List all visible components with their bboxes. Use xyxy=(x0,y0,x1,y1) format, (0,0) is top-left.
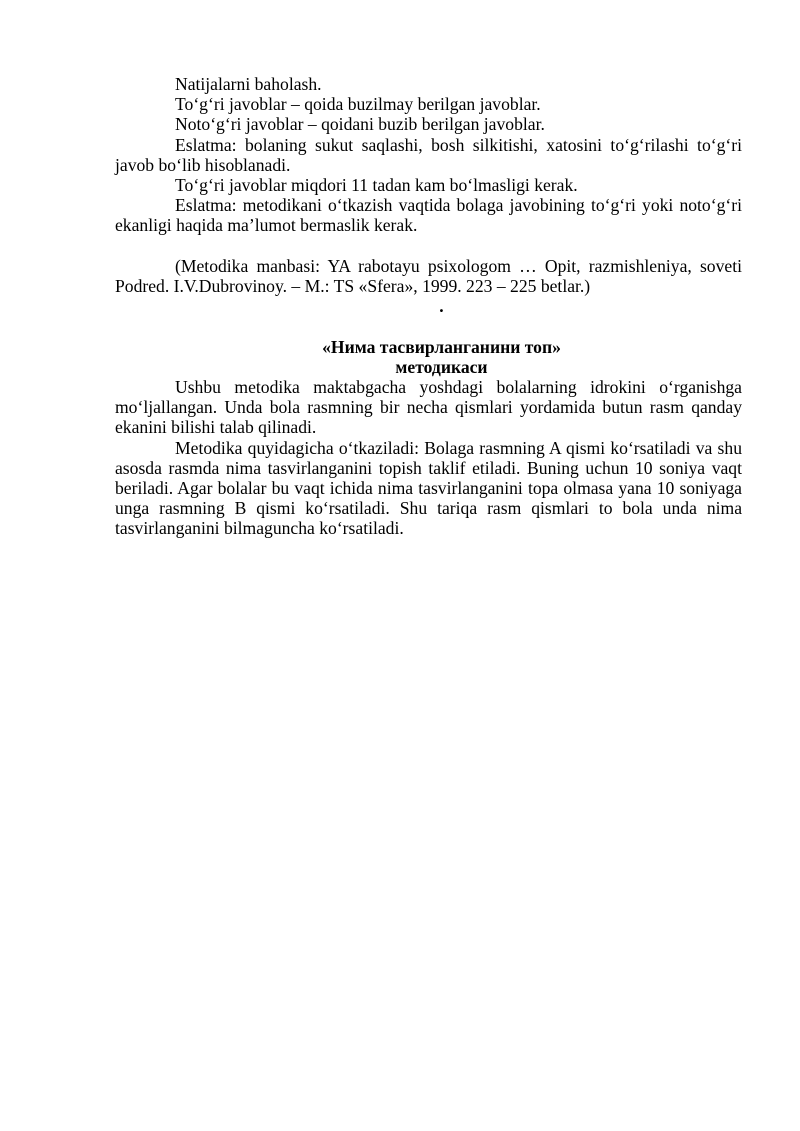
paragraph-results-heading: Natijalarni baholash. xyxy=(175,74,322,94)
paragraph-incorrect-answers: Noto‘g‘ri javoblar – qoidani buzib berilgan javoblar. xyxy=(175,114,545,135)
separator-dot: . xyxy=(439,296,444,317)
paragraph-method-procedure: Metodika quyidagicha o‘tkaziladi: Bolaga rasmning A qismi ko‘rsatiladi va shu asosda rasmda nima tasvirlanganini topish taklif etiladi. Buning uchun 10 soniya vaqt beriladi. Agar bolalar bu vaqt ichida nima tasvirlanganini topa olmasa yana 10 soniyaga unga rasmning B qismi ko‘rsatiladi. Shu tariqa rasm qismlari to bola unda nima tasvirlanganini bilmaguncha ko‘rsatiladi. xyxy=(115,437,742,539)
blank-line xyxy=(115,316,742,336)
method-title: «Нима тасвирланганини топ» xyxy=(322,336,561,357)
paragraph-note-feedback: Eslatma: metodikani o‘tkazish vaqtida bolaga javobining to‘g‘ri yoki noto‘g‘ri ekanligi haqida ma’lumot bermaslik kerak. xyxy=(115,195,742,236)
paragraph-note-silence: Eslatma: bolaning sukut saqlashi, bosh silkitishi, xatosini to‘g‘rilashi to‘g‘ri javob bo‘lib hisoblanadi. xyxy=(115,134,742,175)
blank-line xyxy=(115,236,742,256)
paragraph-method-purpose: Ushbu metodika maktabgacha yoshdagi bolalarning idrokini o‘rganishga mo‘ljallangan. Unda bola rasmning bir necha qismlari yordamida butun rasm qanday ekanini bilishi talab qilinadi. xyxy=(115,377,742,438)
document-page xyxy=(115,74,742,539)
paragraph-correct-count: To‘g‘ri javoblar miqdori 11 tadan kam bo‘lmasligi kerak. xyxy=(175,175,578,196)
source-citation: (Metodika manbasi: YA rabotayu psixologom … Opit, razmishleniya, soveti Podred. I.V.Dubrovinoy. – M.: TS «Sfera», 1999. 223 – 225 betlar.) xyxy=(115,255,742,297)
paragraph-correct-answers: To‘g‘ri javoblar – qoida buzilmay berilgan javoblar. xyxy=(175,94,541,115)
method-subtitle: методикаси xyxy=(395,356,488,377)
